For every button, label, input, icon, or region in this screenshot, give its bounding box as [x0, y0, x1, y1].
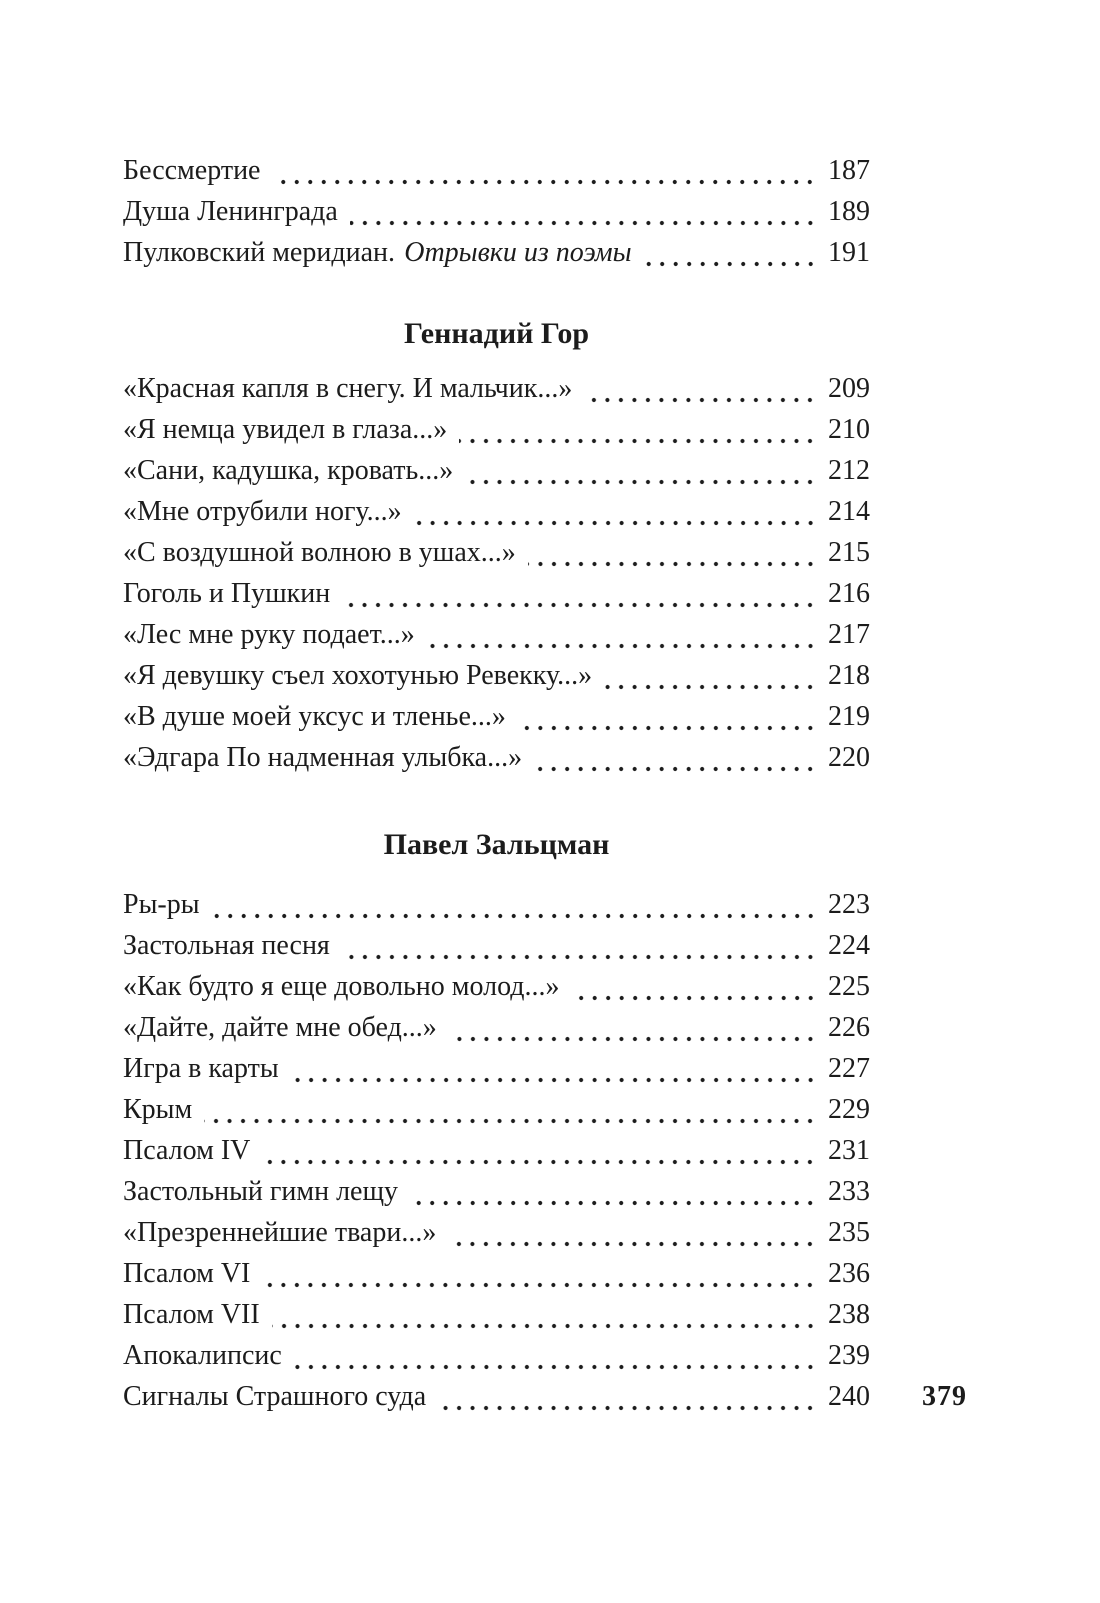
entry-page-number: 223: [828, 889, 870, 920]
toc-entry-row: [123, 491, 870, 532]
entry-page-number: 218: [828, 660, 870, 691]
entry-title: «С воздушной волною в ушах...»: [123, 537, 516, 568]
entry-page-number: 216: [828, 578, 870, 609]
dot-leader: [291, 1048, 817, 1089]
entry-title: Гоголь и Пушкин: [123, 578, 331, 609]
dot-leader: [518, 696, 817, 737]
toc-entry-row: [123, 450, 870, 491]
entry-title: «Презреннейшие твари...»: [123, 1217, 437, 1248]
entry-title: Застольная песня: [123, 930, 330, 961]
dot-leader: [342, 573, 817, 614]
toc-entry-row: [123, 1130, 870, 1171]
toc-entry-row: [123, 1171, 870, 1212]
toc-entry-row: [123, 1212, 870, 1253]
entry-title: Псалом IV: [123, 1135, 251, 1166]
entry-title: Апокалипсис: [123, 1340, 282, 1371]
toc-entry-row: [123, 925, 870, 966]
entry-page-number: 235: [828, 1217, 870, 1248]
toc-entry-row: [123, 1294, 870, 1335]
entry-title: Сигналы Страшного суда: [123, 1381, 427, 1412]
toc-entry-row: [123, 368, 870, 409]
section-entries: [123, 368, 870, 778]
toc-entry-row: [123, 1253, 870, 1294]
dot-leader: [438, 1376, 817, 1417]
toc-entry-row: [123, 191, 870, 232]
toc-entry-row: [123, 614, 870, 655]
entry-page-number: 219: [828, 701, 870, 732]
entry-page-number: 189: [828, 196, 870, 227]
dot-leader: [262, 1253, 817, 1294]
entry-page-number: 215: [828, 537, 870, 568]
entry-title: «Я девушку съел хохотунью Ревекку...»: [123, 660, 593, 691]
entry-title: «Дайте, дайте мне обед...»: [123, 1012, 437, 1043]
section-entries: [123, 150, 870, 273]
entry-page-number: 191: [828, 237, 870, 268]
entry-title: Бессмертие: [123, 155, 261, 186]
toc-entry-row: [123, 1376, 870, 1417]
entry-page-number: 227: [828, 1053, 870, 1084]
entry-title: «Красная капля в снегу. И мальчик...»: [123, 373, 573, 404]
entry-page-number: 187: [828, 155, 870, 186]
entry-page-number: 233: [828, 1176, 870, 1207]
toc-entry-row: [123, 1007, 870, 1048]
section-heading: Павел Зальцман: [383, 828, 610, 861]
dot-leader: [604, 655, 817, 696]
entry-title: «Лес мне руку подает...»: [123, 619, 415, 650]
dot-leader: [212, 884, 817, 925]
entry-page-number: 220: [828, 742, 870, 773]
toc-entry-row: [123, 150, 870, 191]
entry-title: «Я немца увидел в глаза...»: [123, 414, 448, 445]
toc-entry-row: [123, 573, 870, 614]
toc-entry-row: [123, 1335, 870, 1376]
toc-entry-row: [123, 532, 870, 573]
entry-title: Застольный гимн лещу: [123, 1176, 399, 1207]
entry-title: Псалом VII: [123, 1299, 260, 1330]
dot-leader: [342, 925, 817, 966]
dot-leader: [410, 1171, 817, 1212]
dot-leader: [584, 368, 817, 409]
entry-page-number: 231: [828, 1135, 870, 1166]
dot-leader: [294, 1335, 817, 1376]
dot-leader: [465, 450, 817, 491]
toc-entry-row: [123, 737, 870, 778]
section-heading: Геннадий Гор: [403, 317, 590, 350]
dot-leader: [272, 150, 817, 191]
entry-title: Ры-ры: [123, 889, 200, 920]
toc-section: [123, 315, 870, 778]
entry-page-number: 239: [828, 1340, 870, 1371]
toc-entry-row: [123, 232, 870, 273]
section-entries: [123, 884, 870, 1417]
entry-page-number: 238: [828, 1299, 870, 1330]
entry-title: Крым: [123, 1094, 193, 1125]
dot-leader: [448, 1212, 817, 1253]
entry-title: «Мне отрубили ногу...»: [123, 496, 402, 527]
toc-section: [123, 826, 870, 1417]
toc-section: [123, 150, 870, 273]
toc-entry-row: [123, 409, 870, 450]
toc-entry-row: [123, 696, 870, 737]
dot-leader: [459, 409, 817, 450]
entry-title: Псалом VI: [123, 1258, 251, 1289]
entry-page-number: 225: [828, 971, 870, 1002]
entry-page-number: 226: [828, 1012, 870, 1043]
entry-title: Пулковский меридиан.: [123, 237, 395, 268]
toc-entry-row: [123, 884, 870, 925]
dot-leader: [272, 1294, 817, 1335]
dot-leader: [534, 737, 817, 778]
entry-page-number: 240: [828, 1381, 870, 1412]
dot-leader: [350, 191, 817, 232]
entry-title: Душа Ленинграда: [123, 196, 338, 227]
dot-leader: [262, 1130, 817, 1171]
folio-page-number: 379: [922, 1381, 967, 1412]
entry-page-number: 224: [828, 930, 870, 961]
entry-page-number: 209: [828, 373, 870, 404]
entry-page-number: 210: [828, 414, 870, 445]
toc: [123, 150, 870, 1417]
dot-leader: [644, 232, 817, 273]
toc-entry-row: [123, 1048, 870, 1089]
entry-title-italic: Отрывки из поэмы: [404, 237, 632, 268]
entry-title: «В душе моей уксус и тленье...»: [123, 701, 506, 732]
entry-page-number: 229: [828, 1094, 870, 1125]
dot-leader: [427, 614, 817, 655]
entry-page-number: 217: [828, 619, 870, 650]
dot-leader: [204, 1089, 817, 1130]
dot-leader: [414, 491, 817, 532]
entry-title: «Как будто я еще довольно молод...»: [123, 971, 560, 1002]
entry-page-number: 236: [828, 1258, 870, 1289]
dot-leader: [449, 1007, 817, 1048]
dot-leader: [572, 966, 817, 1007]
toc-entry-row: [123, 966, 870, 1007]
toc-entry-row: [123, 1089, 870, 1130]
toc-entry-row: [123, 655, 870, 696]
entry-page-number: 212: [828, 455, 870, 486]
entry-page-number: 214: [828, 496, 870, 527]
entry-title: Игра в карты: [123, 1053, 279, 1084]
dot-leader: [528, 532, 817, 573]
entry-title: «Сани, кадушка, кровать...»: [123, 455, 454, 486]
entry-title: «Эдгара По надменная улыбка...»: [123, 742, 523, 773]
